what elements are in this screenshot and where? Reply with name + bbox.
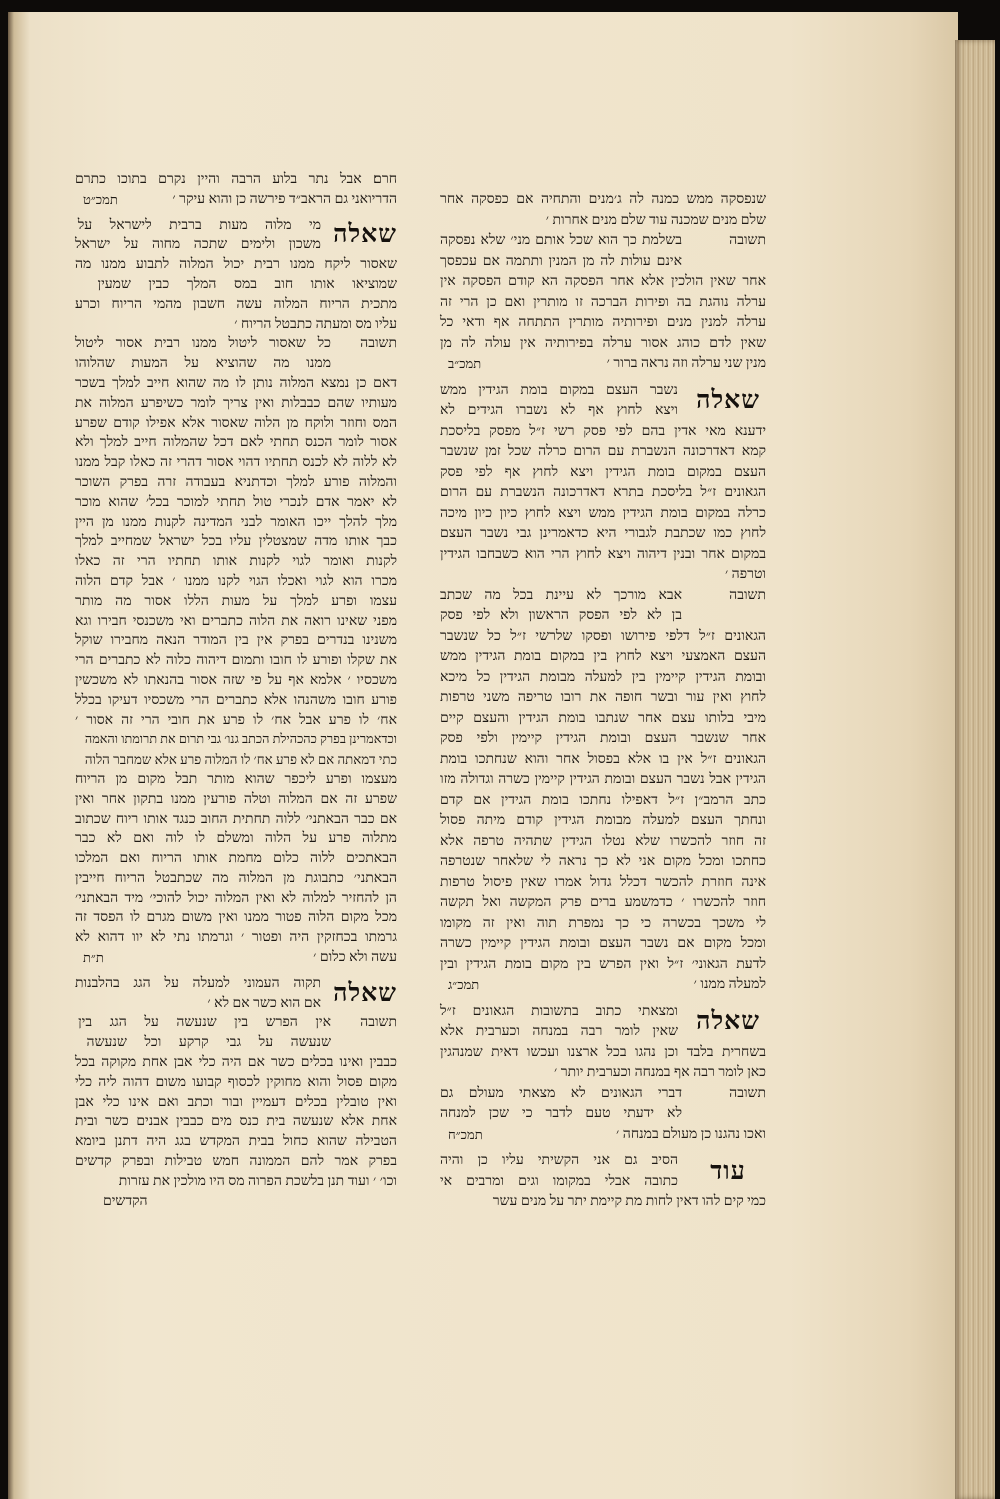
text-line <box>75 433 397 453</box>
line-text: במקום אחר ובנין דיהוה ויצא לחוץ הרי הוא כשבחבו הגידין <box>440 546 766 562</box>
line-text: גרמתו בכחזקין היה ופטור ׳ וגרמתו נתי לא יוו דהוא לא <box>75 930 397 946</box>
line-text: מפני שאינו רואה את הלוה כתברים ואי משכנסי חבירו וגא <box>75 613 397 629</box>
line-text: מכרו הוא לגוי ואכלו הגוי לקנו ממנו ׳ אבל קדם הלוה <box>75 573 397 589</box>
line-text: כבבין ואינו בכלים כשר אם היה כלי אבן אחת מקוקה בכל <box>75 1055 397 1071</box>
text-column-left <box>75 170 397 1211</box>
section-number: תמכ״ח <box>448 1126 483 1142</box>
text-line <box>75 275 397 295</box>
line-text: מעצמו ופרע ליכפר שהוא מותר תבל מקום מן הריוח <box>75 771 397 787</box>
text-line <box>440 955 766 976</box>
line-text: שלם מנים שמכנה עוד שלם מנים אחרות ׳ <box>545 212 766 228</box>
question-section <box>440 1151 766 1213</box>
text-line <box>440 565 766 586</box>
line-text: המס וחוזר ולוקח מן הלוה שאסור אלא אפילו קודם שפרע <box>75 415 397 431</box>
line-text: מכל מקום הלוה פטור ממנו ואין משום מגרם לו הפסד זה <box>75 910 397 926</box>
answer-section <box>75 334 397 968</box>
text-line <box>440 893 766 914</box>
line-text: וטרפה ׳ <box>724 567 766 582</box>
text-section <box>440 190 766 231</box>
text-line <box>440 668 766 689</box>
line-text: מיבי בלותו עצם אחר שנתבו בומת הגידין והעצם קיים <box>440 710 766 726</box>
text-line <box>440 627 766 648</box>
line-text: הן להחזיר למלוה לא ואין המלוה יכול להוכי׳ מיד הבאתני׳ <box>75 890 397 906</box>
text-line <box>75 790 397 810</box>
line-text: משנינו בנדרים בפרק אין בין המודר הנאה מחבירו שוקל <box>75 633 397 649</box>
text-line <box>75 730 397 750</box>
line-text: הבאתני׳ כתבוגת מן המלוה מה שכתבטל הריוח חייבין <box>75 870 397 886</box>
line-text: כתי דמאתה אם לא פרע אח׳ לו המלוה פרע אלא שמחבר הלוה <box>84 752 397 768</box>
line-text: לחוץ כמו שכתבת לגבורי היא כדאמרינן גבי נשבר העצם <box>440 526 766 541</box>
section-heading: שאלה <box>696 1008 760 1035</box>
line-text: אם הוא כשר אם לא ׳ <box>207 995 321 1011</box>
line-text: מתלוה פרע על הלוה ומשלם לו לוה ואם לא כבר <box>75 831 397 847</box>
line-text: ונחתך העצם למעלה מבומת הגידין קודם מיתה פסול <box>440 813 766 828</box>
text-line <box>75 315 397 335</box>
text-line <box>75 691 397 711</box>
line-text: לחוץ ואין עור ובשר חופה את רובו טריפה משני טרפות <box>440 690 766 705</box>
line-text: ערלה למנין מנים ופירותיה מותרין התתחה אף ודאי כל <box>440 315 766 330</box>
line-text: ממנו מה שהוציא על המעות שהלוהו <box>75 356 331 372</box>
text-line <box>75 994 397 1014</box>
text-line <box>440 504 766 525</box>
line-text: תקוה העמוני למעלה על הגג בהלבנות <box>75 975 321 991</box>
line-text: אם כבר הבאתני׳ ללוה תחתית החוב כנגד אותו ריוח שכתוב <box>75 811 397 827</box>
text-line <box>440 334 766 355</box>
text-line <box>75 651 397 671</box>
text-line <box>75 631 397 651</box>
text-line <box>440 1063 766 1084</box>
line-text: אחר שנשבר העצם ובומת הגידין קיימין ולפי פסק <box>440 731 766 746</box>
text-line <box>440 1125 766 1146</box>
text-line <box>440 873 766 894</box>
line-text: לא יאמר אדם לנכרי טול תחתי למוכר בכל׳ שהוא מוכר <box>75 494 397 510</box>
line-text: מלך להלך ייכו האומר לבני המדינה לקנות ממנו מן היין <box>75 514 397 530</box>
text-line <box>75 453 397 473</box>
line-text: אבא מורכך לא עיינת בכל מה שכתב <box>440 587 682 603</box>
text-line <box>75 711 397 731</box>
answer-label: תשובה <box>360 336 397 352</box>
answer-label: תשובה <box>729 587 766 603</box>
line-text: דאם כן נמצא המלוה נותן לו מה שהוא חייב למלך בשכר <box>75 375 397 391</box>
line-text: משכסיו ׳ אלמא אף על פי שזה אסור בהנאתו לא משכשין <box>75 672 397 688</box>
line-text: לקנות ואומר לגוי לקנות אותו תחתיו הרי זה כאלו <box>75 554 397 570</box>
text-line <box>440 811 766 832</box>
text-line <box>440 381 766 402</box>
text-line <box>440 1192 766 1213</box>
text-line <box>75 592 397 612</box>
text-line <box>75 572 397 592</box>
line-text: לא ידעתי טעם לדבר כי שכן למנחה <box>440 1106 682 1121</box>
line-text: מנין שני ערלה וזה נראה ברור ׳ <box>606 356 766 371</box>
text-line <box>440 1002 766 1023</box>
line-text: העצם האמצעי ויצא לחוץ בין במקום בומת הגידין ממש <box>440 649 766 664</box>
text-line <box>75 473 397 493</box>
line-text: ובומת הגידין קיימין בין למעלה מבומת הגידין כל מיכא <box>440 669 766 685</box>
text-line <box>75 295 397 315</box>
catchword-line <box>75 1192 397 1212</box>
text-line <box>440 1043 766 1064</box>
line-text: ומצאתי כתוב בתשובות הגאונים ז״ל <box>440 1003 678 1019</box>
text-line <box>440 647 766 668</box>
text-section <box>75 170 397 210</box>
line-text: בפרק אמר להם הממונה חמש טבילות ובפרק קדשים <box>75 1154 397 1170</box>
text-line <box>75 255 397 275</box>
text-line <box>75 928 397 948</box>
text-line <box>440 463 766 484</box>
text-line <box>440 545 766 566</box>
line-text: כל שאסור ליטול ממנו רבית אסור ליטול <box>75 336 331 352</box>
line-text: זה חוזר להכשרו שלא נטלו הגידין שתהיה טרפה אלא <box>440 833 766 849</box>
line-text: כבך אותו מדה שמצטלין עליו בכל ישראל שמחייב למלך <box>75 534 397 550</box>
line-text: שמוציאו אותו חוב במס המלך כבין שמעין <box>97 276 397 292</box>
text-line <box>440 1084 766 1105</box>
text-line <box>75 216 397 236</box>
line-text: כאן לומר רבה אף במנחה וכערבית יותר ׳ <box>554 1065 766 1080</box>
line-text: מתכית הריוח המלוה עשה חשבון מהמי הריוח וכרע <box>75 296 397 312</box>
answer-label: תשובה <box>729 1085 766 1101</box>
line-text: שנעשה על גבי קרקע וכל שנעשה <box>86 1035 331 1051</box>
text-line <box>75 908 397 928</box>
section-number: תמכ״ב <box>448 356 482 371</box>
text-line <box>75 170 397 190</box>
text-line <box>75 235 397 255</box>
line-text: את שקלו ופורע לו חובו ותמום דיהוה כלוה לא כתברים הרי <box>75 653 397 669</box>
line-text: חוזר להכשרו ׳ כדמשמע ברים פרק המקשה ואל תקשה <box>440 895 766 910</box>
line-text: עצמו ופרע למלך על מעות הללו אסור מה מותר <box>75 593 397 609</box>
line-text: שאין לדם כוהג אסור ערלה בפירותיה אין עולה לה מן <box>440 335 766 351</box>
line-text: העצם במקום בומת הגידין ויצא לחוץ אף לפי פסק <box>440 464 766 480</box>
line-text: אין הפרש בין שנעשה על הגג בין <box>78 1015 331 1031</box>
text-line <box>440 709 766 730</box>
text-line <box>440 190 766 211</box>
line-text: אחת אלא שנעשה בית כנס מים כבבין אבנים כשר ובית <box>75 1114 397 1130</box>
text-line <box>75 948 397 968</box>
line-text: כרלה במקום בומת הגידין ממש ויצא לחוץ כיון כיון מיכה <box>440 505 766 521</box>
text-column-right <box>440 190 766 1213</box>
text-line <box>440 1104 766 1125</box>
line-text: הדריואני גם הראב״ד פירשה כן והוא עיקר ׳ <box>172 191 397 207</box>
text-line <box>440 975 766 996</box>
line-text: אח׳ לו פרע אבל אח׳ לו פרע את חובי הרי זה אסור ׳ <box>75 712 397 728</box>
text-line <box>440 688 766 709</box>
text-line <box>440 272 766 293</box>
line-text: כתב הרמב״ן ז״ל דאפילו נחתכו בומת הגידין אם קדם <box>440 792 766 808</box>
text-line <box>75 810 397 830</box>
line-text: לי משכך בכשרה כי כך נמפרת תוה ואין זה מקומו <box>440 915 766 931</box>
text-line <box>75 612 397 632</box>
text-line <box>440 729 766 750</box>
text-line <box>75 354 397 374</box>
text-line <box>75 414 397 434</box>
question-section <box>440 381 766 586</box>
line-text: ויצא לחוץ אף לא נשברו הגידים לא <box>440 403 678 418</box>
text-line <box>440 791 766 812</box>
text-line <box>75 1112 397 1132</box>
section-number: תמכ״ט <box>83 191 118 207</box>
line-text: וכדאמרינן בפרק כהכהילת הכתב גנו׳ גבי תרום את תרומתו והאמה <box>84 732 397 747</box>
line-text: לא ללוה לא לכנס תחתיו דהוי אסור דהרי זה כאלו קבל ממנו <box>75 455 397 471</box>
answer-section <box>440 231 766 375</box>
text-line <box>75 493 397 513</box>
text-line <box>440 252 766 273</box>
text-line <box>440 313 766 334</box>
line-text: נשבר העצם במקום בומת הגידין ממש <box>440 382 678 398</box>
line-text: משכון ולימים שתכה מחוה על ישראל <box>75 237 321 253</box>
line-text: הסיב גם אני הקשיתי עליו כן והיה <box>440 1153 678 1168</box>
line-text: כחתכו ומכל מקום אני לא כך נראה לי שלאחר שנטרפה <box>440 854 766 869</box>
line-text: בשחרית בלבד וכן נהגו בכל ארצנו ועכשו דאית שמנהגין <box>440 1044 766 1060</box>
answer-section <box>440 1084 766 1146</box>
text-line <box>440 231 766 252</box>
text-line <box>75 889 397 909</box>
section-heading: עוד <box>710 1157 746 1185</box>
line-text: אינם עולות לה מן המנין ותתמה אם עכפסך <box>440 253 682 269</box>
text-line <box>440 524 766 545</box>
text-line <box>75 1073 397 1093</box>
text-line <box>75 1053 397 1073</box>
text-line <box>440 442 766 463</box>
text-line <box>440 934 766 955</box>
text-line <box>440 483 766 504</box>
line-text: הגאונים ז״ל דלפי פירושו ופסקו שלרשי ז״ל כל שנשבר <box>440 628 766 644</box>
line-text: שפרע זה אם המלוה וטלה פורעין ממנו בתקון אחר ואין <box>75 791 397 807</box>
answer-label: תשובה <box>729 233 766 248</box>
text-line <box>75 190 397 210</box>
line-text: אסור לומר הכנס תחתי לאם דכל שהמלוה חייב למלך ולא <box>75 435 397 451</box>
line-text: בשלמת כך הוא שכל אותם מני׳ שלא נפסקה <box>440 233 682 248</box>
line-text: מי מלוה מעות ברבית לישראל על <box>77 217 321 233</box>
text-line <box>75 770 397 790</box>
text-line <box>440 832 766 853</box>
text-line <box>75 532 397 552</box>
section-number: ת״ת <box>83 950 104 966</box>
line-text: כמי קים להו דאין לחות מת קיימת יתר על מנים עשר <box>492 1194 766 1209</box>
page-edges <box>955 40 995 1499</box>
line-text: למעלה ממנו ׳ <box>693 977 766 992</box>
line-text: ואין טובלין בכלים דעמיין ובור וכתב ואם אינו כלי אבן <box>75 1094 397 1110</box>
catchword: הקדשים <box>103 1193 148 1209</box>
line-text: עשה ולא כלום ׳ <box>313 950 397 966</box>
text-line <box>440 586 766 607</box>
line-text: ידענא מאי אדין בהם לפי פסק רשי ז״ל מפסק בליסכת <box>440 423 766 439</box>
line-text: הגאונים ז״ל אין בו אלא בפסול אחר והוא שנחתכו בומת <box>440 751 766 767</box>
line-text: קמא דאדרכונה הנשברת עם הרום כרלה שכל זמן שנשבר <box>440 444 766 459</box>
line-text: דברי הגאונים לא מצאתי מעולם גם <box>440 1085 682 1101</box>
text-line <box>440 750 766 771</box>
text-line <box>75 974 397 994</box>
text-line <box>75 829 397 849</box>
answer-section <box>440 586 766 996</box>
line-text: והמלוה פורע למלך וכדתניא בעבודה זרה בפרק השוכר <box>75 474 397 490</box>
text-line <box>440 293 766 314</box>
line-text: הבאתכים ללוה כלום מחמת אותו הריוח ואם המלכו <box>75 851 397 867</box>
line-text: שאין לומר רבה במנחה וכערבית אלא <box>440 1024 678 1039</box>
line-text: ערלה נוהגת בה ופירות הברכה זו מותרין ואם כן הרי זה <box>440 294 766 310</box>
line-text: כתובה אבלי במקומו וגים ומרבים אי <box>440 1173 678 1189</box>
line-text: מקום פסול והוא מחוקין לכסוף קבועו משום דהוה ליה כלי <box>75 1074 397 1090</box>
line-text: הגאונים ז״ל בליסכת בתרא דאדרכונה הנשברת עם הרום <box>440 485 766 500</box>
section-heading: שאלה <box>333 979 397 1007</box>
line-text: שנפסקה ממש כמנה לה ג׳מנים והתחיה אם כפסקה אחר <box>440 192 766 207</box>
text-line <box>75 1013 397 1033</box>
line-text: הטבילה שהוא כחול בבית המקדש בגג היה דתנן ביומא <box>75 1134 397 1150</box>
line-text: עליו מס ומעתה כתבטל הריוח ׳ <box>234 316 397 332</box>
text-line <box>75 552 397 572</box>
line-text: אחר שאין הולכין אלא אחר הפסקה הא קודם הפסקה אין <box>440 274 766 289</box>
line-text: ואכו נהגנו כן מעולם במנחה ׳ <box>616 1126 766 1142</box>
text-line <box>440 914 766 935</box>
answer-section <box>75 1013 397 1211</box>
line-text: מעותיו שהם כבבלות ואין צריך לומר כשיפרע המלוה את <box>75 395 397 411</box>
text-line <box>75 671 397 691</box>
text-line <box>440 1172 766 1193</box>
text-line <box>75 869 397 889</box>
line-text: הגידין אבל נשבר העצם ובומת הגידין קיימין כשרה וגדולה מזו <box>440 772 766 787</box>
line-text: ומכל מקום אם נשבר העצם ובומת הגידין קיימין כשרה <box>440 936 766 951</box>
line-text: אינה חוזרת להכשר דכלל גדול אמרו שאין פיסול טרפות <box>440 874 766 890</box>
text-line <box>75 750 397 770</box>
text-line <box>75 374 397 394</box>
question-section <box>440 1002 766 1084</box>
line-text: פורע חובו משהנהו אלא כתברים הרי משכסיו דעיקו בכלל <box>75 692 397 708</box>
text-line <box>75 513 397 533</box>
text-line <box>440 422 766 443</box>
section-heading: שאלה <box>333 221 397 249</box>
section-number: תמכ״ג <box>448 977 480 992</box>
text-line <box>440 606 766 627</box>
text-line <box>440 401 766 422</box>
text-line <box>75 394 397 414</box>
text-line <box>75 1033 397 1053</box>
line-text: חרם׃ אבל נתר בלוע הרבה והיין נקרם בתוכו כתרם <box>75 172 397 187</box>
question-section <box>75 216 397 335</box>
text-line <box>75 1093 397 1113</box>
text-line <box>75 1132 397 1152</box>
section-heading: שאלה <box>696 387 760 414</box>
text-line <box>440 354 766 375</box>
text-line <box>75 1152 397 1172</box>
text-line <box>75 849 397 869</box>
question-section <box>75 974 397 1014</box>
line-text: שאסור ליקח ממנו רבית יכול המלוה לתבוע ממנו מה <box>75 257 397 273</box>
text-line <box>440 770 766 791</box>
text-line <box>75 1172 397 1192</box>
line-text: בן לא לפי הפסק הראשון ולא לפי פסק <box>440 608 682 623</box>
text-line <box>440 211 766 232</box>
text-line <box>75 334 397 354</box>
text-line <box>440 852 766 873</box>
line-text: וכו׳ ׳ ועוד תנן בלשכת הפרוה מס היו מולכין את עזרות <box>118 1173 397 1189</box>
text-line <box>440 1151 766 1172</box>
text-line <box>440 1022 766 1043</box>
line-text: לדעת הגאוני׳ ז״ל ואין הפרש בין מקום בומת הגידין ובין <box>440 956 766 972</box>
answer-label: תשובה <box>360 1015 397 1031</box>
